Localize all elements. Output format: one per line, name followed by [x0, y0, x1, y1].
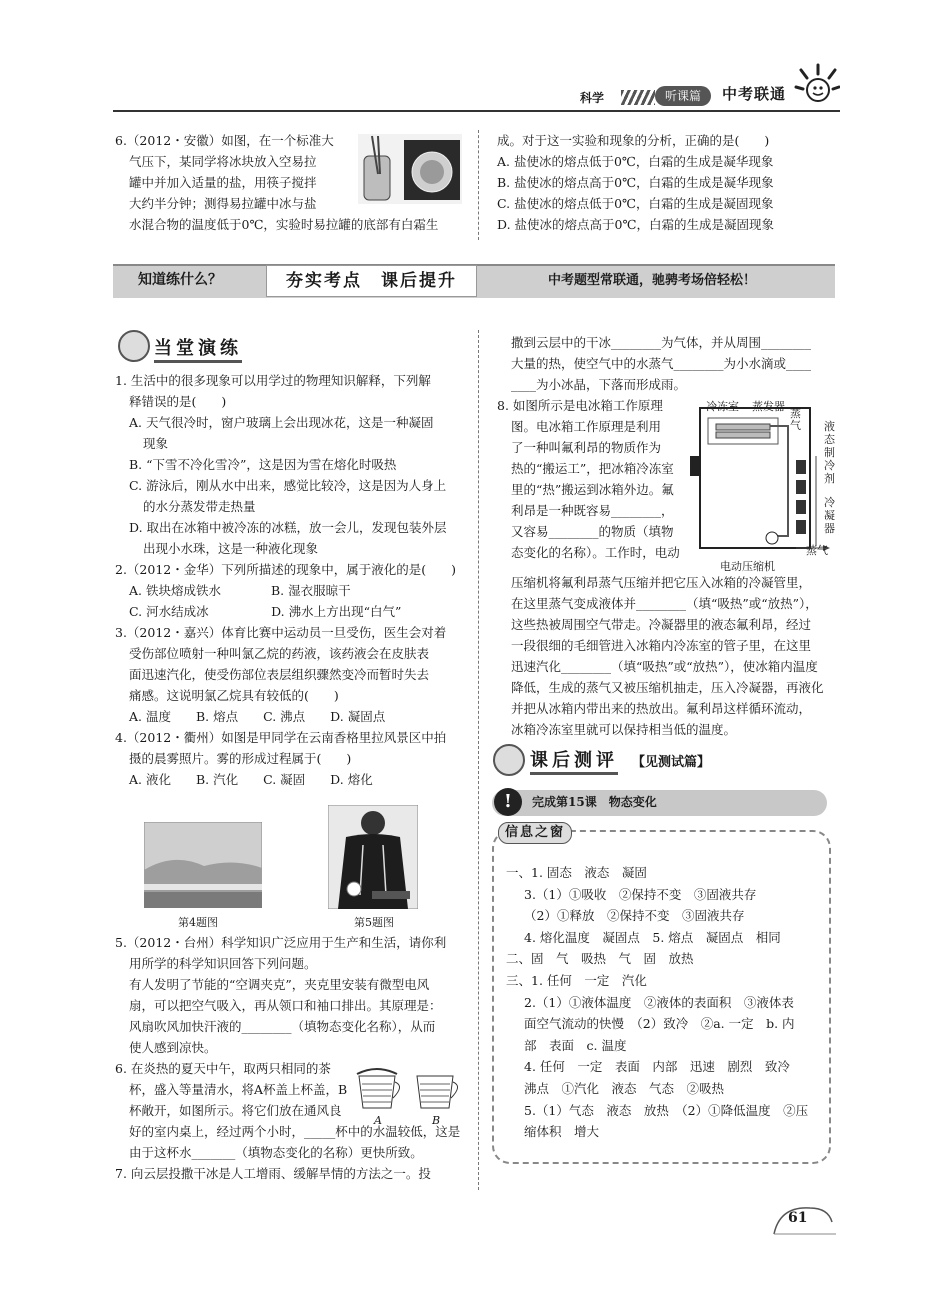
column-divider [478, 330, 479, 1190]
question-line: 现象 [143, 436, 169, 451]
answer-line: 5.（1）气态 液态 放热 （2）①降低温度 ②压 [524, 1102, 809, 1118]
fridge-label-evaporator: 蒸发器 [752, 400, 785, 413]
question-line: 图。电冰箱工作原理是利用 [511, 419, 662, 434]
question-line: 热的“搬运工”，把冰箱冷冻室 [511, 461, 674, 476]
question-line: 这些热被周围空气带走。冷凝器里的液态氟利昂，经过 [511, 617, 812, 632]
fig5-caption: 第5题图 [354, 916, 394, 929]
fridge-label-vapor-top: 蒸气 [790, 407, 801, 432]
q6-stem-line: 6.（2012・安徽）如图，在一个标准大 [115, 133, 334, 148]
fridge-label-freezer: 冷冻室 [706, 400, 739, 413]
q6-top-right [497, 130, 837, 235]
answer-line: 三、1. 任何 一定 汽化 [506, 972, 647, 988]
brand-title: 中考联通 [722, 85, 787, 103]
question-line: 出现小水珠，这是一种液化现象 [143, 541, 319, 556]
q6-option: C. 盐使冰的熔点低于0℃，白霜的生成是凝固现象 [497, 196, 774, 211]
question-line: 使人感到凉快。 [129, 1040, 217, 1055]
question-line: 痛感。这说明氯乙烷具有较低的( ) [129, 688, 339, 703]
question-line: A. 液化 B. 汽化 C. 凝固 D. 熔化 [129, 772, 373, 787]
question-line: 风扇吹风加快汗液的________（填物态变化名称），从而 [129, 1019, 436, 1034]
answer-line: 3.（1）①吸收 ②保持不变 ③固液共存 [524, 886, 757, 902]
header-rule [113, 110, 840, 112]
prompt-bar-left: 知道练什么？ [138, 272, 222, 288]
q6-stem-line: 罐中并加入适量的盐，用筷子搅拌 [129, 175, 317, 190]
answer-line: 4. 熔化温度 凝固点 5. 熔点 凝固点 相同 [524, 929, 781, 945]
question-line: 释错误的是( ) [129, 394, 227, 409]
question-line: 并把从冰箱内带出来的热放出。氟利昂这样循环流动， [511, 701, 812, 716]
question-line: 扇，可以把空气吸入，再从领口和袖口排出。其原理是： [129, 998, 442, 1013]
question-line: 压缩机将氟利昂蒸气压缩并把它压入冰箱的冷凝管里， [511, 575, 812, 590]
question-line: 一段很细的毛细管进入冰箱内冷冻室的管子里，在这里 [511, 638, 812, 653]
question-line: 5.（2012・台州）科学知识广泛应用于生产和生活，请你利 [115, 935, 447, 950]
question-line: 撒到云层中的干冰________为气体，并从周围________ [511, 335, 812, 350]
question-line: C. 游泳后，刚从水中出来，感觉比较冷，这是因为人身上 [129, 478, 447, 493]
question-line: 大量的热，使空气中的水蒸气________为小水滴或____ [511, 356, 812, 371]
question-line: 杯敞开，如图所示。将它们放在通风良 [129, 1103, 342, 1118]
answer-line: 面空气流动的快慢 （2）致冷 ②a. 一定 b. 内 [524, 1016, 795, 1032]
fig4-caption: 第4题图 [178, 916, 218, 929]
question-line: 受伤部位喷射一种叫氯乙烷的药液，该药液会在皮肤表 [129, 646, 430, 661]
cup-a-label: A [374, 1114, 382, 1127]
question-line: ____为小冰晶，下落而形成雨。 [511, 377, 687, 392]
question-line: 摄的晨雾照片。雾的形成过程属于( ) [129, 751, 352, 766]
question-line: 在这里蒸气变成液体并________（填“吸热”或“放热”）， [511, 596, 818, 611]
tea-cups-figure [353, 1064, 465, 1126]
question-line: 7. 向云层投撒干冰是人工增雨、缓解旱情的方法之一。投 [115, 1166, 431, 1181]
fridge-label-condenser: 冷凝器 [824, 496, 835, 535]
question-line: 面迅速汽化，使受伤部位表层组织骤然变冷而暂时失去 [129, 667, 430, 682]
question-line: A. 铁块熔成铁水 B. 湿衣服晾干 [129, 583, 351, 598]
fridge-label-vapor-bottom: 蒸气 [806, 544, 828, 557]
left-column-questions [115, 370, 465, 790]
question-line: 态变化的名称）。工作时，电动 [511, 545, 680, 560]
jacket-photo-figure [328, 805, 418, 909]
answer-line: 一、1. 固态 液态 凝固 [506, 865, 647, 880]
subject-label: 科学 [580, 91, 605, 105]
question-line: 杯，盛入等量清水，将A杯盖上杯盖，B [129, 1082, 348, 1097]
prompt-bar-title: 夯实考点 课后提升 [266, 265, 477, 297]
q6-stem-line: 大约半分钟；测得易拉罐中冰与盐 [129, 196, 317, 211]
question-line: 由于这杯水_______（填物态变化的名称）更快所致。 [129, 1145, 423, 1160]
answer-line: 缩体积 增大 [524, 1124, 600, 1140]
fridge-label-liquid: 液态制冷剂 [824, 420, 835, 485]
q6-continue-line: 成。对于这一实验和现象的分析，正确的是( ) [497, 133, 770, 148]
teacher-icon [118, 330, 150, 362]
can-photo-figure [358, 134, 462, 204]
question-line: 了一种叫氟利昂的物质作为 [511, 440, 662, 455]
question-line: 有人发明了节能的“空调夹克”，夹克里安装有微型电风 [129, 977, 430, 992]
answer-line: 沸点 ①汽化 液态 气态 ②吸热 [524, 1080, 725, 1096]
question-line: 1. 生活中的很多现象可以用学过的物理知识解释，下列解 [115, 373, 431, 388]
q6-stem-line: 气压下，某同学将冰块放入空易拉 [129, 154, 317, 169]
fridge-label-compressor: 电动压缩机 [720, 560, 775, 573]
question-line: 降低，生成的蒸气又被压缩机抽走，压入冷凝器，再液化 [511, 680, 824, 695]
cup-b-label: B [432, 1114, 441, 1127]
q6-stem-line: 水混合物的温度低于0℃，实验时易拉罐的底部有白霜生 [129, 217, 439, 232]
answer-line: 2.（1）①液体温度 ②液体的表面积 ③液体表 [524, 994, 794, 1010]
q6-option: A. 盐使冰的熔点低于0℃，白霜的生成是凝华现象 [497, 154, 774, 169]
answer-line: 二、固 气 吸热 气 固 放热 [506, 951, 694, 967]
question-line: 利昂是一种既容易________， [511, 503, 674, 518]
prompt-bar-slogan: 中考题型常联通，驰骋考场倍轻松！ [548, 273, 757, 288]
question-line: 2.（2012・金华）下列所描述的现象中，属于液化的是( ) [115, 562, 456, 577]
reader-icon [493, 744, 525, 776]
question-line: 好的室内桌上，经过两个小时，_____杯中的水温较低，这是 [129, 1124, 461, 1139]
question-line: 8. 如图所示是电冰箱工作原理 [497, 398, 663, 413]
right-column-questions-lower [497, 572, 837, 740]
question-line: C. 河水结成冰 D. 沸水上方出现“白气” [129, 604, 402, 619]
exclamation-icon: ! [494, 788, 522, 816]
sun-logo-icon [788, 62, 840, 108]
stripe-decoration [621, 90, 655, 105]
question-line: 冰箱冷冻室里就可以保持相当低的温度。 [511, 722, 737, 737]
section-title-classroom: 当堂演练 [154, 338, 242, 363]
column-divider-top [478, 130, 479, 240]
fog-photo-figure [144, 822, 262, 908]
q6-option: B. 盐使冰的熔点高于0℃，白霜的生成是凝华现象 [497, 175, 774, 190]
answer-line: 部 表面 c. 温度 [524, 1037, 627, 1053]
answer-line: 4. 任何 一定 表面 内部 迅速 剧烈 致冷 [524, 1059, 790, 1075]
page-number: 61 [788, 1210, 808, 1226]
question-line: 又容易________的物质（填物 [511, 524, 674, 539]
question-line: D. 取出在冰箱中被冷冻的冰糕，放一会儿，发现包装外层 [129, 520, 447, 535]
section-note: 【见测试篇】 [632, 755, 711, 770]
answer-line: （2）①释放 ②保持不变 ③固液共存 [524, 908, 745, 924]
answer-banner-text: 完成第15课 物态变化 [532, 795, 657, 809]
question-line: 用所学的科学知识回答下列问题。 [129, 956, 317, 971]
question-line: 3.（2012・嘉兴）体育比赛中运动员一旦受伤，医生会对着 [115, 625, 447, 640]
lesson-tag: 听课篇 [655, 86, 711, 106]
question-line: 6. 在炎热的夏天中午，取两只相同的茶 [115, 1061, 331, 1076]
question-line: 的水分蒸发带走热量 [143, 499, 256, 514]
question-line: B. “下雪不冷化雪冷”，这是因为雪在熔化时吸热 [129, 457, 397, 472]
question-line: A. 天气很冷时，窗户玻璃上会出现冰花，这是一种凝固 [129, 415, 434, 430]
question-line: 里的“热”搬运到冰箱外边。氟 [511, 482, 674, 497]
info-window-tag: 信息之窗 [498, 822, 572, 844]
left-column-questions-lower [115, 932, 465, 1184]
question-line: 4.（2012・衢州）如图是甲同学在云南香格里拉风景区中拍 [115, 730, 447, 745]
question-line: 迅速汽化________（填“吸热”或“放热”），使冰箱内温度 [511, 659, 818, 674]
answer-lines [506, 862, 824, 1143]
question-line: A. 温度 B. 熔点 C. 沸点 D. 凝固点 [129, 709, 386, 724]
section-title-after: 课后测评 [530, 750, 618, 775]
q6-option: D. 盐使冰的熔点高于0℃，白霜的生成是凝固现象 [497, 217, 774, 232]
